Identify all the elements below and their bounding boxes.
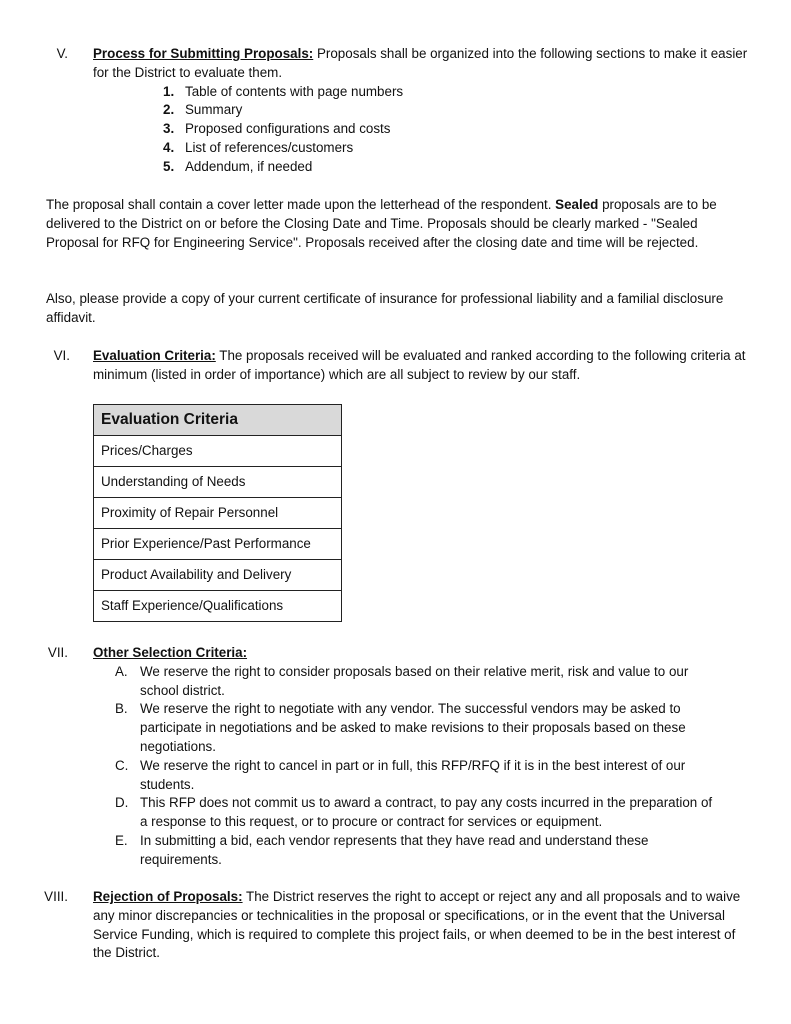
list-item xyxy=(0,120,791,139)
list-item-letter: C. xyxy=(115,757,129,773)
list-item-number: 4. xyxy=(163,139,175,155)
list-item-number: 3. xyxy=(163,121,175,137)
list-item xyxy=(0,158,791,177)
table-row xyxy=(94,560,342,591)
list-item-letter: B. xyxy=(115,701,128,717)
list-item-number: 5. xyxy=(163,158,175,174)
section-v-numeral: V. xyxy=(56,46,68,61)
section-vii-body xyxy=(93,644,753,870)
section-vi-body xyxy=(93,347,753,385)
section-v-heading: Process for Submitting Proposals: xyxy=(93,46,314,61)
list-item-text: We reserve the right to consider proposals based on their relative merit, risk and value to our school district. xyxy=(140,663,689,698)
evaluation-criteria-table xyxy=(93,404,342,622)
list-item-text: We reserve the right to cancel in part or in full, this RFP/RFQ if it is in the best interest of our students. xyxy=(140,757,686,792)
section-viii-numeral: VIII. xyxy=(44,889,68,904)
list-item xyxy=(93,757,718,795)
list-item xyxy=(93,832,718,870)
cover-text-end: proposals are to be delivered to the District on or before the Closing Date and Time. Proposals should be clearly marked - "Sealed Proposal for RFQ for Engineering Service". Proposals received after the closing date and time will be rejected. xyxy=(46,197,717,250)
section-vi-numeral: VI. xyxy=(53,348,70,363)
list-item-letter: D. xyxy=(115,795,129,811)
section-viii-heading: Rejection of Proposals: xyxy=(93,889,243,904)
list-item xyxy=(93,794,718,832)
table-cell: Prior Experience/Past Performance xyxy=(94,529,342,560)
insurance-paragraph: Also, please provide a copy of your current certificate of insurance for professional liability and a familial disclosure affidavit. xyxy=(46,291,724,325)
list-item-letter: E. xyxy=(115,832,128,848)
cover-letter-paragraph xyxy=(46,196,746,252)
list-item-text: This RFP does not commit us to award a contract, to pay any costs incurred in the preparation of a response to this request, or to procure or contract for services or equipment. xyxy=(140,795,713,830)
section-vii-heading: Other Selection Criteria: xyxy=(93,645,248,660)
list-item-text: We reserve the right to negotiate with any vendor. The successful vendors may be asked to participate in negotiations and be asked to make revisions to their proposals based on these negotiations. xyxy=(140,701,686,754)
list-item-number: 2. xyxy=(163,102,175,118)
table-row xyxy=(94,498,342,529)
list-item xyxy=(0,83,791,102)
section-v-intro: Proposals shall be organized into the following sections to make it easier for the District to evaluate them. xyxy=(93,46,748,80)
table-cell: Staff Experience/Qualifications xyxy=(94,591,342,622)
list-item xyxy=(93,663,718,701)
list-item-letter: A. xyxy=(115,663,128,679)
list-item-text: Table of contents with page numbers xyxy=(185,83,404,99)
section-vi-heading: Evaluation Criteria: xyxy=(93,348,216,363)
section-vii-numeral: VII. xyxy=(47,645,68,660)
submission-sections-list xyxy=(0,83,791,177)
list-item-number: 1. xyxy=(163,83,175,99)
list-item xyxy=(0,101,791,120)
list-item-text: Proposed configurations and costs xyxy=(185,121,391,137)
list-item xyxy=(0,139,791,158)
section-v-body xyxy=(93,45,753,83)
sealed-emphasis: Sealed xyxy=(555,197,599,212)
list-item-text: List of references/customers xyxy=(185,139,354,155)
list-item-text: In submitting a bid, each vendor represents that they have read and understand these requirements. xyxy=(140,832,649,867)
table-cell: Product Availability and Delivery xyxy=(94,560,342,591)
table-row xyxy=(94,436,342,467)
selection-criteria-list xyxy=(93,663,718,870)
table-cell: Proximity of Repair Personnel xyxy=(94,498,342,529)
list-item-text: Summary xyxy=(185,102,243,118)
section-vi-intro: The proposals received will be evaluated and ranked according to the following criteria at minimum (listed in order of importance) which are all subject to review by our staff. xyxy=(93,348,746,382)
cover-text-start: The proposal shall contain a cover letter made upon the letterhead of the respondent. xyxy=(46,197,556,212)
table-header-row xyxy=(94,405,342,436)
section-viii-text: The District reserves the right to accept or reject any and all proposals and to waive any minor discrepancies or technicalities in the proposal or specifications, or in the event that the Universal Service Funding, which is required to complete this project fails, or when deemed to be in the best interest of the District. xyxy=(93,889,741,961)
table-header: Evaluation Criteria xyxy=(94,405,342,436)
table-row xyxy=(94,529,342,560)
table-cell: Prices/Charges xyxy=(94,436,342,467)
list-item-text: Addendum, if needed xyxy=(185,158,313,174)
table-row xyxy=(94,591,342,622)
table-row xyxy=(94,467,342,498)
list-item xyxy=(93,700,718,756)
section-viii-body xyxy=(93,888,753,963)
table-cell: Understanding of Needs xyxy=(94,467,342,498)
